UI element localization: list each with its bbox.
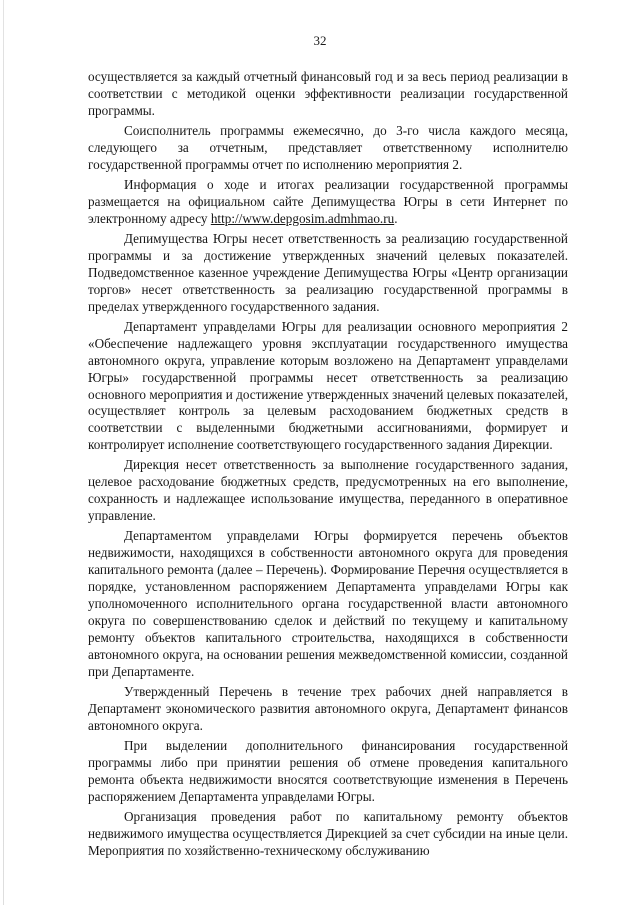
paragraph-directorate-responsibility: Дирекция несет ответственность за выполнение государственного задания, целевое расходование бюджетных средств, предусмотренных на его выполнение, сохранность и надлежащее использование имущества, переданного в оперативное управление.	[88, 457, 568, 524]
scan-edge-line	[3, 0, 4, 905]
paragraph-department-activity-2: Департамент управделами Югры для реализации основного мероприятия 2 «Обеспечение надлежащего уровня эксплуатации государственного имущества автономного округа, управление которым возложено на Департамент управделами Югры» государственной программы несет ответственность за реализацию основного мероприятия и достижение утвержденных значений целевых показателей, осуществляет контроль за целевым расходованием бюджетных средств в соответствии с выделенными бюджетными ассигнованиями, формирует и контролирует исполнение соответствующего государственного задания Дирекции.	[88, 318, 568, 453]
document-body	[88, 69, 568, 863]
paragraph-depimushchestva-responsibility: Депимущества Югры несет ответственность за реализацию государственной программы и за достижение утвержденных значений целевых показателей. Подведомственное казенное учреждение Депимущества Югры «Центр организации торгов» несет ответственность за реализацию государственной программы в пределах утвержденного государственного задания.	[88, 231, 568, 314]
paragraph-continuation: осуществляется за каждый отчетный финансовый год и за весь период реализации в соответствии с методикой оценки эффективности реализации государственной программы.	[88, 69, 568, 118]
page-number: 32	[313, 33, 327, 48]
website-link[interactable]: http://www.depgosim.admhmao.ru	[210, 210, 395, 226]
paragraph-repair-organization: Организация проведения работ по капитальному ремонту объектов недвижимого имущества осуществляется Дирекцией за счет субсидии на иные цели. Мероприятия по хозяйственно-техническому обслуживанию	[88, 808, 568, 858]
paragraph-approved-list: Утвержденный Перечень в течение трех рабочих дней направляется в Департамент экономического развития автономного округа, Департамент финансов автономного округа.	[88, 683, 568, 733]
paragraph-coexecutor-report: Соисполнитель программы ежемесячно, до 3-го числа каждого месяца, следующего за отчетным, представляет ответственному исполнителю государственной программы отчет по исполнению мероприятия 2.	[88, 123, 568, 172]
paragraph-website-end: .	[394, 210, 398, 226]
paragraph-property-list: Департаментом управделами Югры формируется перечень объектов недвижимости, находящихся в собственности автономного округа для проведения капитального ремонта (далее – Перечень). Формирование Перечня осуществляется в порядке, установленном распоряжением Департамента управделами Югры как уполномоченного исполнительного органа государственной власти автономного округа по совершенствованию сделок и действий по текущему и капитальному ремонту объектов капитального строительства, находящихся в собственности автономного округа, на основании решения межведомственной комиссии, созданной при Департаменте.	[88, 528, 568, 679]
paragraph-website-text: Информация о ходе и итогах реализации государственной программы размещается на официальном сайте Депимущества Югры в сети Интернет по электронному адресу	[88, 177, 568, 226]
paragraph-website-info	[88, 177, 568, 228]
paragraph-additional-financing: При выделении дополнительного финансирования государственной программы либо при принятии решения об отмене проведения капитального ремонта объекта недвижимости вносятся соответствующие изменения в Перечень распоряжением Департамента управделами Югры.	[88, 737, 568, 804]
